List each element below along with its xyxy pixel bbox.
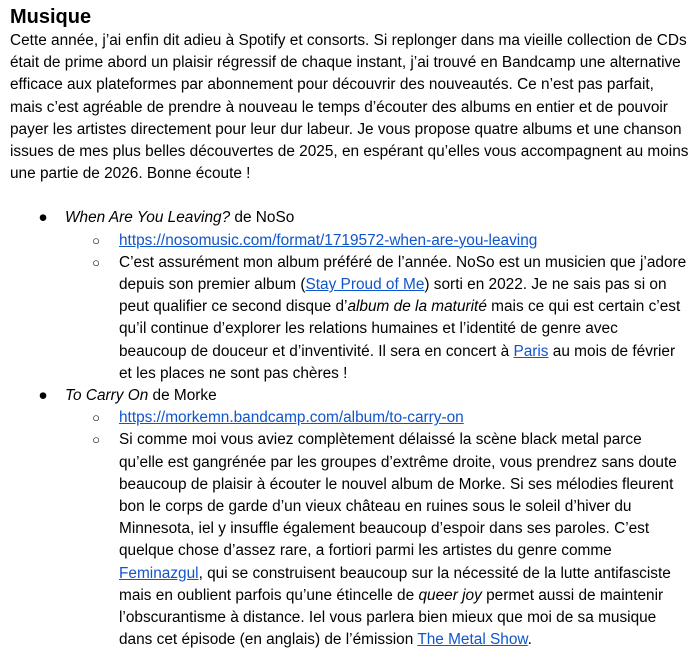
- list-item: [65, 230, 689, 252]
- emphasis-text: album de la maturité: [347, 298, 487, 316]
- intro-paragraph: Cette année, j’ai enfin dit adieu à Spotify et consorts. Si replonger dans ma vieille collection de CDs était de prime abord un plaisir régressif de chaque instant, j’ai trouvé en Bandcamp une alternative efficace aux plateformes par abonnement pour découvrir des nouveautés. Ce n’est pas parfait, mais c’est agréable de prendre à nouveau le temps d’écouter des albums en entier et de pouvoir payer les artistes directement pour leur dur labeur. Je vous propose quatre albums et une chanson issues de mes plus belles découvertes de 2025, en espérant qu’elles vous accompagnent au moins une partie de 2026. Bonne écoute !: [10, 32, 689, 183]
- section-title: Musique: [10, 6, 92, 28]
- inline-link-paris[interactable]: Paris: [513, 342, 549, 360]
- album-link[interactable]: https://morkemn.bandcamp.com/album/to-carry-on: [119, 409, 464, 427]
- artist-credit: de Morke: [148, 387, 217, 405]
- inline-link-the-metal-show[interactable]: The Metal Show: [417, 631, 528, 649]
- album-title: When Are You Leaving?: [65, 209, 231, 227]
- inline-link-feminazgul[interactable]: Feminazgul: [119, 564, 199, 582]
- bullet-icon: ●: [38, 209, 48, 227]
- circle-bullet-icon: ○: [92, 410, 100, 426]
- emphasis-text: queer joy: [418, 586, 482, 604]
- sub-list: [65, 407, 689, 651]
- list-item: [65, 407, 689, 429]
- circle-bullet-icon: ○: [92, 232, 100, 248]
- description-text: .: [527, 631, 532, 649]
- description-text: C’est assurément mon album préféré de l’année. NoSo est un musicien que j’adore depuis son premier album (: [119, 253, 687, 294]
- description-text: au mois de février et les places ne sont pas chères !: [119, 342, 676, 382]
- list-item: [65, 252, 689, 385]
- list-item: [65, 429, 689, 651]
- description-text: , qui se construisent beaucoup sur la nécessité de la lutte antifasciste mais en oublient parfois qu’une étincelle de: [119, 564, 671, 604]
- album-list: [10, 207, 689, 651]
- description-text: ) sorti en 2022. Je ne sais pas si on peut qualifier ce second disque d’: [119, 276, 667, 316]
- description-text: mais ce qui est certain c’est qu’il continue d’explorer les relations humaines et l’identité de genre avec beaucoup de douceur et d’inventivité. Il sera en concert à: [119, 298, 681, 360]
- sub-list: [65, 230, 689, 385]
- inline-link-stay-proud-of-me[interactable]: Stay Proud of Me: [305, 276, 425, 294]
- circle-bullet-icon: ○: [92, 254, 100, 270]
- album-link[interactable]: https://nosomusic.com/format/1719572-when-are-you-leaving: [119, 231, 538, 249]
- bullet-icon: ●: [38, 387, 48, 405]
- list-item: [10, 207, 689, 385]
- description-text: permet aussi de maintenir l’obscurantisme à distance. Iel vous parlera bien mieux que moi de sa musique dans cet épisode (en anglais) de l’émission: [119, 586, 664, 649]
- album-title: To Carry On: [65, 387, 149, 405]
- list-item: [10, 385, 689, 651]
- artist-credit: de NoSo: [230, 209, 295, 227]
- circle-bullet-icon: ○: [92, 432, 100, 448]
- description-text: Si comme moi vous aviez complètement délaissé la scène black metal parce qu’elle est gangrénée par les groupes d’extrême droite, vous prendrez sans doute beaucoup de plaisir à écouter le nouvel album de Morke. Si ses mélodies fleurent bon le corps de garde d’un vieux château en ruines sous le soleil d’hiver du Minnesota, iel y insuffle également beaucoup d’espoir dans ses paroles. C’est quelque chose d’assez rare, a fortiori parmi les artistes du genre comme: [119, 431, 677, 560]
